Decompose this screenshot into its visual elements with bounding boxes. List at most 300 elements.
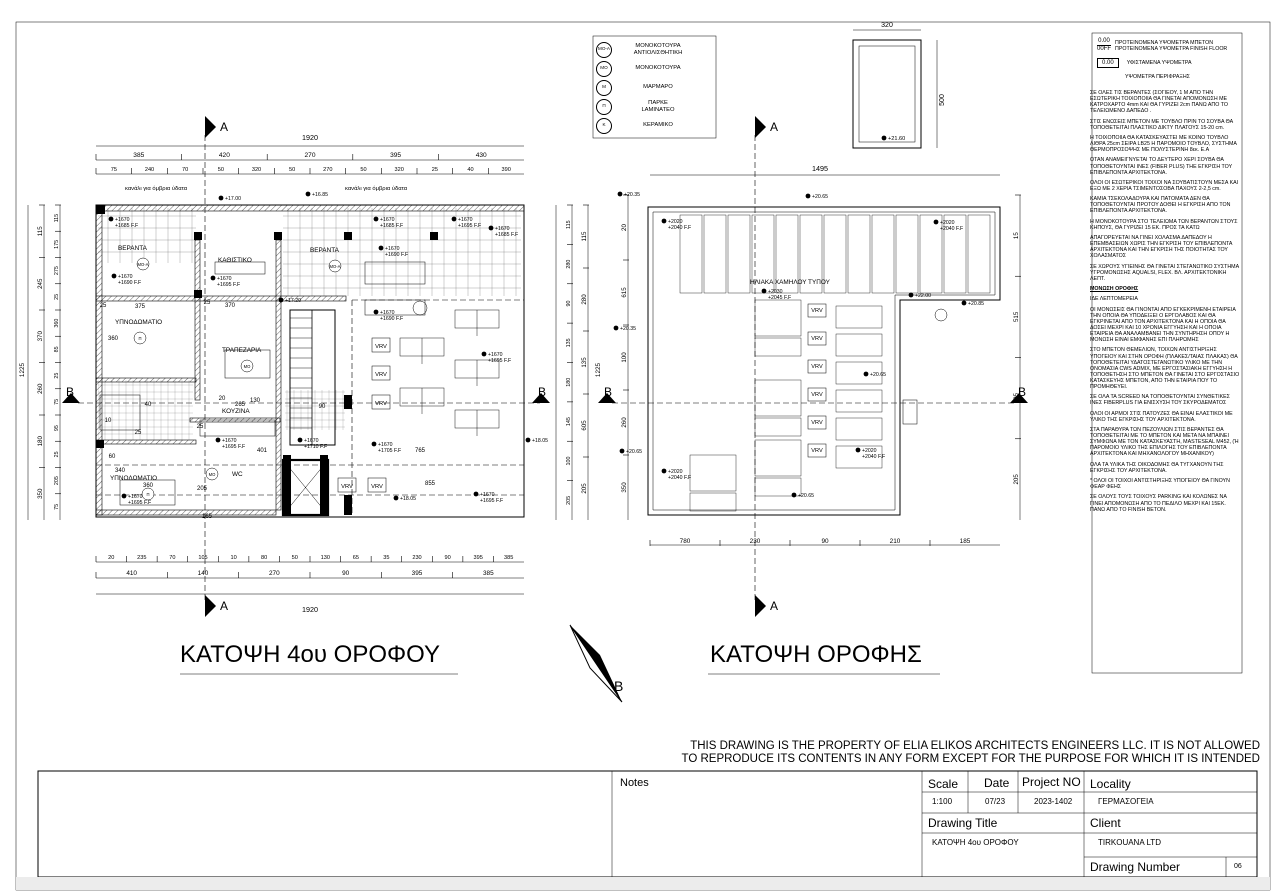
- overall-width-dim: 1920: [302, 133, 318, 142]
- dimension-label: 270: [323, 167, 333, 173]
- level-label: +1695 F.F: [128, 500, 152, 506]
- dimension-label: 115: [566, 220, 572, 229]
- dimension-label: 605: [581, 420, 588, 431]
- dimension-label: 25: [431, 167, 438, 173]
- room-dimension-label: 370: [224, 303, 236, 309]
- level-marker-icon: [379, 246, 384, 251]
- level-marker-icon: [909, 293, 914, 298]
- level-label: +1670: [458, 217, 473, 223]
- room-dimension-label: 855: [424, 481, 436, 487]
- level-label: +2020: [668, 219, 683, 225]
- room-dimension-label: 265: [234, 402, 246, 408]
- level-label: +1670: [115, 217, 130, 223]
- stair-roof: [853, 40, 921, 148]
- overall-depth-dim: 1225: [19, 362, 26, 378]
- wall: [96, 510, 276, 515]
- room-label: ΥΠΝΟΔΩΜΑΤΙΟ: [115, 319, 163, 326]
- floor-code: ΜΟ: [243, 363, 251, 369]
- level-label: +16.85: [312, 192, 329, 198]
- column: [194, 290, 202, 298]
- level-label: +21.60: [888, 136, 906, 142]
- dimension-label: 175: [54, 239, 60, 249]
- wall: [96, 440, 196, 444]
- floor-code-icon: ΜΟ: [596, 61, 612, 77]
- room-dimension-label: 20: [218, 396, 226, 402]
- room-dimension-label: 40: [144, 402, 152, 408]
- dimension-label: 75: [54, 503, 60, 510]
- note-item: ΣΕ ΟΛΟΥΣ ΤΟΥΣ ΤΟΙΧΟΥΣ PARKING ΚΑΙ ΚΟΛΩΝΕΣ ΝΑ ΓΙΝΕΙ ΑΠΟΜΟΝΩΣΗ ΑΠΟ ΤΟ ΠΕΔΙΛΟ ΜΕΧΡΙ ΚΑΙ 15ΕΚ. ΠΑΝΩ ΑΠΟ ΤΟ FINISH BETON.: [1090, 494, 1227, 513]
- column: [430, 232, 438, 240]
- dimension-label: 430: [475, 152, 487, 159]
- level-label: +1710 F.F: [304, 444, 328, 450]
- room-dimension-label: 165: [201, 514, 213, 520]
- floor-code-icon: Μ: [596, 80, 612, 96]
- dimension-label: 205: [54, 476, 60, 486]
- room-label: ΒΕΡΑΝΤΑ: [118, 245, 147, 252]
- column: [344, 495, 352, 515]
- dimension-label: 95: [54, 425, 60, 432]
- room-label: ΤΡΑΠΕΖΑΡΙΑ: [222, 347, 262, 354]
- solar-panel: [920, 215, 942, 293]
- level-label: +20.65: [626, 449, 643, 455]
- dimension-label: 100: [621, 352, 628, 363]
- dimension-label: 20: [108, 555, 115, 561]
- floor-code-icon: Π: [596, 99, 612, 115]
- level-existing-text: ΥΦΙΣΤΑΜΕΝΑ ΥΨΟΜΕΤΡΑ: [1126, 60, 1192, 66]
- note-item: Η ΤΟΙΧΟΠΟΙΙΑ ΘΑ ΚΑΤΑΣΚΕΥΑΣΤΕΙ ΜΕ ΚΟΙΝΟ ΤΟΥΒΛΟ ΛΙΘΡΑ 25cm ΣΕΙΡΑ LB25 Η ΠΑΡΟΜΟΙΟ ΤΟΥΒΛΟ, ΣΥΣΤΗΜΑ ΘΕΡΜΟΠΡΟΣΟΨΗΣ ΜΕ ΠΟΛΥΣΤΕΡΙΝΗ 8εκ. Ε.Α: [1090, 134, 1237, 154]
- level-marker-icon: [856, 448, 861, 453]
- dimension-label: 145: [566, 417, 572, 427]
- equipment-label: VRV: [371, 484, 383, 490]
- dimension-label: 780: [679, 538, 691, 545]
- wall: [96, 378, 196, 382]
- equipment-label: VRV: [375, 372, 387, 378]
- wall: [96, 296, 346, 301]
- solar-panel: [704, 215, 726, 293]
- room-dimension-label: 130: [249, 398, 261, 404]
- room-dimension-label: 10: [104, 418, 112, 424]
- level-sample-finish: 00FF: [1097, 46, 1112, 52]
- dimension-label: 515: [1013, 311, 1020, 323]
- level-sample-existing: 0.00: [1097, 58, 1119, 68]
- level-label: +1670: [480, 492, 495, 498]
- solar-panel: [728, 215, 750, 293]
- solar-panel: [755, 418, 801, 436]
- dimension-label: 180: [37, 436, 44, 447]
- level-label: +1695 F.F: [488, 358, 512, 364]
- dimension-label: 50: [291, 555, 298, 561]
- dimension-label: 420: [218, 152, 230, 159]
- dimension-label: 25: [54, 293, 60, 300]
- column: [96, 205, 105, 214]
- dimension-label: 65: [352, 555, 359, 561]
- dimension-label: 70: [182, 167, 189, 173]
- column: [96, 440, 104, 448]
- dimension-label: 210: [889, 538, 901, 545]
- legend-item: [596, 97, 714, 116]
- dimension-label: 70: [169, 555, 176, 561]
- dimension-label: 230: [412, 555, 422, 561]
- level-label: +1685 F.F: [380, 223, 404, 229]
- drawing-number-label: Drawing Number: [1090, 860, 1181, 874]
- dimension-label: 25: [54, 372, 60, 379]
- note-item: ΚΑΜΙΑ ΤΣΕΚΟΛΑΔΟΥΡΑ ΚΑΙ ΠΑΤΟΜΑΤΑ ΔΕΝ ΘΑ ΤΟΠΟΘΕΤΟΥΝΤΑΙ ΠΡΟΤΟΥ ΔΟΘΕΙ Η ΕΓΚΡΙΣΗ ΑΠΟ ΤΟΝ ΕΠΙΒΛΕΠΟΝΤΑ ΑΡΧΙΤΕΚΤΟΝΑ.: [1090, 196, 1231, 215]
- dimension-label: 130: [320, 555, 330, 561]
- level-marker-icon: [394, 496, 399, 501]
- floor4-title: ΚΑΤΟΨΗ 4ου ΟΡΟΦΟΥ: [180, 641, 441, 668]
- dimension-label: 50: [360, 167, 367, 173]
- dimension-label: 105: [198, 555, 208, 561]
- dimension-label: 50: [217, 167, 224, 173]
- level-label: +1670: [217, 276, 232, 282]
- level-marker-icon: [219, 196, 224, 201]
- dimension-label: 410: [126, 570, 138, 577]
- level-label: +1685 F.F: [495, 232, 519, 238]
- scale-value: 1:100: [932, 797, 953, 806]
- legend-label: ΠΑΡΚΕ LAMINATEΟ: [641, 100, 675, 113]
- note-item: ΟΛΟΙ ΟΙ ΕΣΩΤΕΡΙΚΟΙ ΤΟΙΧΟΙ ΝΑ ΣΟΥΒΑΤΙΣΤΟΥΝ ΜΕΣΑ ΚΑΙ ΕΞΩ ΜΕ 2 ΧΕΡΙΑ ΤΣΙΜΕΝΤΟΣΟΒΑ ΠΑΧΟΥΣ 2-2,5 cm.: [1090, 179, 1239, 192]
- dimension-label: 185: [959, 538, 971, 545]
- dimension-label: 320: [251, 167, 262, 173]
- level-marker-icon: [662, 469, 667, 474]
- client-label: Client: [1090, 816, 1121, 830]
- kitchen-counter: [200, 420, 275, 436]
- dimension-label: 350: [37, 488, 44, 499]
- section-label-a: A: [220, 599, 229, 613]
- dimension-label: 360: [54, 318, 60, 328]
- drawing-title-value: ΚΑΤΟΨΗ 4ου ΟΡΟΦΟΥ: [932, 838, 1019, 847]
- sheet-footer: [16, 877, 1270, 890]
- equipment-label: VRV: [811, 420, 823, 426]
- solar-panel: [836, 306, 882, 328]
- roof-width-dim: 1495: [812, 164, 828, 173]
- level-label: +2040 F.F: [862, 454, 886, 460]
- level-label: +2040 F.F: [940, 226, 964, 232]
- scale-label: Scale: [928, 777, 959, 791]
- dimension-label: 50: [289, 167, 296, 173]
- section-label-a: A: [770, 120, 779, 134]
- general-notes: [1090, 90, 1240, 517]
- section-marker-a: [755, 595, 766, 617]
- level-marker-icon: [864, 372, 869, 377]
- dimension-label: 270: [268, 570, 280, 577]
- solar-panel: [755, 440, 801, 476]
- wall: [96, 205, 102, 515]
- level-marker-icon: [618, 192, 623, 197]
- note-item: ΣΕ ΟΛΑ ΤΑ SCREED ΝΑ ΤΟΠΟΘΕΤΟΥΝΤΑΙ ΣΥΝΘΕΤΙΚΕΣ ΙΝΕΣ FIBERPLUS ΓΙΑ ΕΝΙΣΧΥΣΗ ΤΟΥ ΣΚΥΡΟΔΕΜΑΤΟΣ: [1090, 394, 1230, 407]
- dimension-label: 205: [1013, 474, 1020, 485]
- dimension-label: 270: [304, 152, 316, 159]
- level-marker-icon: [482, 352, 487, 357]
- dimension-label: 245: [37, 278, 44, 289]
- dimension-label: 25: [54, 451, 60, 458]
- north-label: B: [614, 678, 624, 694]
- date-label: Date: [984, 776, 1010, 790]
- dimension-label: 275: [54, 266, 60, 276]
- level-marker-icon: [216, 438, 221, 443]
- level-label: +1670: [118, 274, 133, 280]
- dimension-label: 370: [37, 331, 44, 342]
- level-label: +20.85: [968, 301, 985, 307]
- column: [194, 232, 202, 240]
- dimension-label: 240: [144, 167, 155, 173]
- floor-code-icon: Κ: [596, 118, 612, 134]
- room-label: ΚΑΘΙΣΤΙΚΟ: [218, 257, 252, 264]
- solar-panel: [836, 418, 882, 440]
- column: [344, 395, 352, 409]
- room-dimension-label: 360: [107, 336, 119, 342]
- level-label: +1670: [222, 438, 237, 444]
- dimension-label: 280: [566, 259, 572, 269]
- dimension-label: 85: [54, 346, 60, 353]
- overall-depth-dim: 1225: [595, 362, 602, 378]
- note-item: ΙΔΕ ΛΕΠΤΟΜΕΡΕΙΑ: [1090, 296, 1138, 303]
- notes-label: Notes: [620, 777, 649, 789]
- stair-roof-width-dim: 320: [881, 22, 893, 29]
- level-label: +1670: [128, 494, 143, 500]
- dimension-label: 390: [501, 167, 511, 173]
- solar-panel: [968, 215, 990, 293]
- level-label: +1670: [495, 226, 510, 232]
- level-marker-icon: [614, 326, 619, 331]
- section-label-a: A: [770, 599, 779, 613]
- dimension-label: 90: [566, 300, 572, 307]
- dimension-label: 115: [581, 231, 588, 242]
- dimension-label: 100: [566, 456, 572, 466]
- level-marker-icon: [109, 217, 114, 222]
- room-dimension-label: 765: [414, 448, 426, 454]
- dimension-label: 395: [473, 555, 483, 561]
- solar-panel: [755, 300, 801, 336]
- level-legend: [1097, 38, 1240, 80]
- level-marker-icon: [279, 298, 284, 303]
- column: [344, 232, 352, 240]
- solar-panel: [755, 338, 801, 356]
- roof-hatch: [903, 400, 917, 424]
- room-label: ΥΠΝΟΔΩΜΑΤΙΟ: [110, 475, 158, 482]
- legend-label: ΜΟΝΟΚΟΤΟΥΡΑ: [635, 65, 681, 72]
- solar-panel: [836, 390, 882, 412]
- solar-panel: [836, 334, 882, 356]
- client-value: TIRKOUANA LTD: [1098, 838, 1161, 847]
- level-marker-icon: [474, 492, 479, 497]
- dimension-label: 135: [581, 357, 588, 368]
- dimension-label: 260: [37, 383, 44, 394]
- dimension-label: 90: [342, 570, 350, 577]
- level-marker-icon: [806, 194, 811, 199]
- dimension-label: 115: [54, 213, 60, 223]
- note-item: ΟΤΑΝ ΑΝΑΜΕΙΓΝΥΕΤΑΙ ΤΟ ΔΕΥΤΕΡΟ ΧΕΡΙ ΣΟΥΒΑ ΘΑ ΤΟΠΟΘΕΤΟΥΝΤΑΙ ΙΝΕΣ (FIBER PLUS) ΤΗΕ ΕΓΚΡΙΣΗ ΤΟΥ ΕΠΙΒΛΕΠΟΝΤΑ ΑΡΧΙΤΕΚΤΟΝΑ.: [1090, 157, 1233, 176]
- solar-panel: [896, 215, 918, 293]
- floor-code: ΜΟ-Α: [329, 263, 341, 269]
- dimension-label: 75: [110, 167, 117, 173]
- solar-panel: [848, 215, 870, 293]
- room-dimension-label: 375: [134, 304, 146, 310]
- drawing-number-value: 06: [1234, 863, 1242, 870]
- note-item: ΣΕ ΧΩΡΟΥΣ ΥΓΙΕΙΝΗΣ ΘΑ ΓΙΝΕΤΑΙ ΣΤΕΓΑΝΩΤΙΚΟ ΣΥΣΤΗΜΑ ΥΓΡΟΜΟΝΩΣΗΣ AQUALSI, FLEX. ΒΛ. ΑΡΧΙΤΕΚΤΟΝΙΚΗ ΛΕΠΤ.: [1090, 263, 1239, 282]
- level-marker-icon: [792, 493, 797, 498]
- level-label: +22.00: [915, 293, 932, 299]
- section-label-b: B: [1018, 385, 1027, 399]
- dimension-label: 90: [821, 538, 829, 545]
- note-item: ΣΤΑ ΠΑΡΑΘΥΡΑ ΤΩΝ ΠΕΖΟΥΛΙΩΝ ΣΤΙΣ ΒΕΡΑΝΤΕΣ ΘΑ ΤΟΠΟΘΕΤΕΙΤΑΙ ΜΕ ΤΟ ΜΠΕΤΟΝ ΚΑΙ ΜΕΤΑ ΝΑ ΜΠΑΙΝΕΙ ΣΥΜΦΩΝΑ ΜΕ ΤΟΝ ΚΑΤΑΣΚΕΥΑΣΤΗ, MASTESEAL M452, (Ή ΠΑΡΟΜΟΙΟ ΥΛΙΚΟ ΤΗΣ ΕΠΙΛΟΓΗΣ ΤΟΥ ΕΠΙΒΛΕΠΟΝΤΑ ΑΡΧΙΤΕΚΤΟΝΑ ΚΑΙ ΜΗΧΑΝΟΛΟΓΟΥ ΜΗΧΑΝΙΚΟΥ): [1090, 427, 1239, 458]
- dimension-label: 615: [621, 287, 628, 298]
- note-item: ΜΟΝΩΣΗ ΟΡΟΦΗΣ: [1090, 286, 1139, 293]
- room-label: ΒΕΡΑΝΤΑ: [310, 247, 339, 254]
- dimension-label: 605: [1013, 392, 1020, 404]
- level-label: +1695 F.F: [222, 444, 246, 450]
- room-dimension-label: 25: [99, 303, 107, 309]
- equipment-label: VRV: [811, 448, 823, 454]
- legend-label: ΚΕΡΑΜΙΚΟ: [643, 122, 673, 129]
- equipment-label: VRV: [811, 336, 823, 342]
- gutter-note: κανάλι για όμβρια ύδατα: [345, 186, 408, 192]
- dimension-label: 320: [394, 167, 404, 173]
- level-marker-icon: [374, 310, 379, 315]
- level-marker-icon: [122, 494, 127, 499]
- level-label: +2040 F.F: [668, 225, 692, 231]
- level-marker-icon: [489, 226, 494, 231]
- level-label: +1695 F.F: [217, 282, 241, 288]
- copyright-disclaimer: THIS DRAWING IS THE PROPERTY OF ELIA ELIKOS ARCHITECTS ENGINEERS LLC. IT IS NOT ALLOWED TO REPRODUCE ITS CONTENTS IN ANY FORM EXCEPT FOR THE PURPOSE FOR WHICH IT IS INTENDED: [681, 740, 1260, 765]
- bathroom-tiles: [98, 380, 193, 440]
- section-label-a: A: [220, 120, 229, 134]
- level-label: +1670: [380, 310, 395, 316]
- level-marker-icon: [112, 274, 117, 279]
- equipment-label: VRV: [811, 392, 823, 398]
- level-label: +1670: [380, 217, 395, 223]
- section-label-b: B: [66, 385, 75, 399]
- dimension-label: 350: [621, 482, 628, 493]
- dimension-label: 235: [137, 555, 147, 561]
- level-perimeter-text: ΥΨΟΜΕΤΡΑ ΠΕΡΙΦΡΑΞΗΣ: [1125, 74, 1190, 80]
- note-item: Η ΜΟΝΟΚΟΤΟΥΡΑ ΣΤΟ ΤΕΛΕΙΩΜΑ ΤΩΝ ΒΕΡΑΝΤΩΝ ΣΤΟΥΣ ΚΗΠΟΥΣ, ΘΑ ΓΥΡΙΖΕΙ 15 ΕΚ. ΠΡΟΣ ΤΑ ΚΑΤΩ: [1090, 218, 1238, 231]
- dimension-label: 135: [566, 338, 572, 348]
- floor-code-icon: ΜΟ-Α: [596, 42, 612, 58]
- level-label: +1670: [304, 438, 319, 444]
- dimension-label: 395: [411, 570, 423, 577]
- wall: [276, 240, 281, 510]
- dimension-label: 280: [581, 294, 588, 305]
- wall: [283, 455, 291, 515]
- roof-title: ΚΑΤΟΨΗ ΟΡΟΦΗΣ: [710, 641, 922, 668]
- section-marker-a: [755, 116, 766, 138]
- room-label: WC: [232, 471, 243, 478]
- equipment-label: VRV: [811, 364, 823, 370]
- level-label: +2020: [940, 220, 955, 226]
- dimension-label: 115: [37, 226, 44, 237]
- level-marker-icon: [306, 192, 311, 197]
- wall: [320, 455, 328, 515]
- level-label: +20.65: [812, 194, 829, 200]
- level-label: +17.00: [225, 196, 242, 202]
- project-value: 2023-1402: [1034, 797, 1073, 806]
- level-label: +17.20: [285, 298, 302, 304]
- room-dimension-label: 25: [134, 430, 142, 436]
- note-item: ΑΠΑΓΟΡΕΥΕΤΑΙ ΝΑ ΓΙΝΕΙ ΧΟΛΑΣΜΑ ΔΑΠΕΔΟΥ Η ΕΠΕΜΒΑΣΕΙΩΝ ΧΩΡΙΣ ΤΗΝ ΕΓΚΡΙΣΗ ΤΟΥ ΕΠΙΒΛΕΠΟΝΤΑ ΑΡΧΙΤΕΚΤΟΝΑ ΚΑΙ ΤΗΝ ΕΓΚΡΙΣΗ ΤΗΣ ΠΟΙΟΤΗΤΑΣ ΤΟΥ ΧΟΛΑΣΜΑΤΟΣ: [1090, 235, 1233, 260]
- level-label: +2045 F.F: [768, 295, 792, 301]
- note-item: ΣΤΟ ΜΠΕΤΟΝ ΘΕΜΕΛΙΩΝ, ΤΟΙΧΩΝ ΑΝΤΙΣΤΗΡΙΞΗΣ ΥΠΟΓΕΙΟΥ ΚΑΙ ΣΤΗΝ ΟΡΟΦΗ (ΠΛΑΚΕΣ/ΤΑΙΑΣ ΠΛΑΚΑΣ) ΘΑ ΤΟΠΟΘΕΤΕΙΤΑΙ ΥΔΑΤΟΣΤΕΓΑΝΩΤΙΚΟ ΥΛΙΚΟ ΜΕ ΤΗΝ ΟΝΟΜΑΣΙΑ CWS ADMIX, ΜΕ ΕΡΓΟΣΤΑΣΙΑΚΗ ΕΓΓΥΗΣΗ Η ΤΟΠΟΘΕΤΗΣΗ ΣΤΟ ΜΠΕΤΟΝ ΘΑ ΓΙΝΕΤΑΙ ΣΤΟ ΕΡΓΟΣΤΑΣΙΟ ΚΑΤΑΣΚΕΥΗΣ ΜΠΕΤΟΝ, ΑΠΟ ΤΗΝ ΕΤΑΙΡΙΑ ΠΟΥ ΤΟ ΠΡΟΜΗΘΕΥΕΙ.: [1090, 347, 1240, 390]
- legend-item: [596, 59, 714, 78]
- dimension-label: 90: [444, 555, 451, 561]
- floor-code: ΜΟ: [208, 471, 216, 477]
- locality-label: Locality: [1090, 777, 1131, 791]
- room-dimension-label: 340: [114, 468, 126, 474]
- level-label: +1670: [378, 442, 393, 448]
- level-label: +1685 F.F: [115, 223, 139, 229]
- level-sample-concrete: 0.00: [1098, 38, 1110, 44]
- solar-panels-label: ΗΛΙΑΚΑ ΧΑΜΗΛΟΥ ΤΥΠΟΥ: [750, 279, 830, 286]
- level-label: +1690 F.F: [385, 252, 409, 258]
- bathroom-tiles: [285, 390, 345, 430]
- level-marker-icon: [211, 276, 216, 281]
- note-item: * ΟΛΟΙ ΟΙ ΤΟΙΧΟΙ ΑΝΤΙΣΤΗΡΙΞΗΣ ΥΠΟΓΕΙΟΥ ΘΑ ΓΙΝΟΥΝ ΦΕΑΡ ΦΕΗΣ: [1090, 478, 1230, 491]
- section-marker-a: [205, 595, 216, 617]
- roof-drain: [935, 309, 947, 321]
- legend-item: [596, 78, 714, 97]
- stair-roof-parapet: [859, 46, 915, 142]
- solar-panel: [690, 455, 736, 491]
- floor-code: Π: [146, 491, 150, 497]
- level-label: +20.65: [798, 493, 815, 499]
- level-label: +1670: [488, 352, 503, 358]
- legend-label: ΜΑΡΜΑΡΟ: [643, 84, 673, 91]
- project-label: Project NΟ: [1022, 775, 1081, 789]
- level-label: +20.35: [624, 192, 641, 198]
- level-marker-icon: [934, 220, 939, 225]
- legend-item: [596, 116, 714, 135]
- level-label: +2020: [862, 448, 877, 454]
- dimension-label: 260: [621, 417, 628, 428]
- level-label: +2030: [768, 289, 783, 295]
- room-dimension-label: 90: [318, 404, 326, 410]
- room-dimension-label: 360: [142, 483, 154, 489]
- level-label: +1695 F.F: [480, 498, 504, 504]
- level-finish-text: ΠΡΟΤΕΙΝΟΜΕΝΑ ΥΨΟΜΕΤΡΑ ΜΠΕΤΟΝ ΠΡΟΤΕΙΝΟΜΕΝΑ ΥΨΟΜΕΤΡΑ FINISH FLOOR: [1115, 39, 1228, 52]
- legend: [596, 40, 714, 135]
- solar-panel: [872, 215, 894, 293]
- note-item: ΟΙ ΜΟΝΩΣΕΙΣ ΘΑ ΓΙΝΟΝΤΑΙ ΑΠΟ ΕΓΚΕΚΡΙΜΕΝΗ ΕΤΑΙΡΕΙΑ ΤΗΝ ΟΠΟΙΑ ΘΑ ΥΠΟΔΕΙΞΕΙ Ο ΕΡΓΟΛΑΒΟΣ ΚΑΙ ΘΑ ΕΓΚΡΙΝΕΤΑΙ ΑΠΟ ΤΟΝ ΑΡΧΙΤΕΚΤΟΝΑ ΚΑΙ Η ΟΠΟΙΑ ΘΑ ΔΟΣΕΙ ΜΕΧΡΙ ΚΑΙ 10 ΧΡΟΝΙΑ ΕΓΓΥΗΣΗ ΚΑΙ Η ΟΠΟΙΑ ΕΤΑΙΡΕΙΑ ΘΑ ΑΝΑΛΑΜΒΑΝΕΙ ΤΗΝ ΣΥΝΤΗΡΗΣΗ ΟΠΟΥ Η ΜΟΝΩΣΗ ΕΙΝΑΙ ΕΜΦΑΝΗΣ ΕΠΙ ΠΛΗΡΩΜΗΣ: [1090, 306, 1236, 344]
- level-marker-icon: [372, 442, 377, 447]
- level-marker-icon: [620, 449, 625, 454]
- dimension-label: 385: [133, 152, 145, 159]
- room-label: ΚΟΥΖΙΝΑ: [222, 408, 250, 415]
- column: [274, 232, 282, 240]
- legend-item: [596, 40, 714, 59]
- solar-panel: [690, 493, 736, 511]
- level-label: +2040 F.F: [668, 475, 692, 481]
- level-label: +1690 F.F: [380, 316, 404, 322]
- dimension-label: 385: [482, 570, 494, 577]
- dimension-label: 205: [566, 495, 572, 505]
- gutter-note: κανάλι για όμβρια ύδατα: [125, 186, 188, 192]
- dimension-label: 395: [390, 152, 402, 159]
- section-marker-a: [205, 116, 216, 138]
- level-label: +18.05: [400, 496, 417, 502]
- level-marker-icon: [662, 219, 667, 224]
- level-label: +20.35: [620, 326, 637, 332]
- wall: [96, 205, 524, 211]
- equipment-label: VRV: [375, 401, 387, 407]
- dimension-label: 15: [1013, 232, 1020, 240]
- veranda-tiles: [98, 208, 196, 263]
- note-item: ΟΛΟΙ ΟΙ ΑΡΜΟΙ ΣΤΙΣ ΠΑΤΟΥΖΕΣ ΘΑ ΕΙΝΑΙ ΕΛΑΣΤΙΚΟΙ ΜΕ ΥΛΙΚΟ ΤΗΣ ΕΓΚΡΙΣΗΣ ΤΟΥ ΑΡΧΙΤΕΚΤΟΝΑ.: [1090, 410, 1233, 423]
- level-marker-icon: [962, 301, 967, 306]
- note-item: ΣΕ ΟΛΕΣ ΤΙΣ ΒΕΡΑΝΤΕΣ (ΣΟΓΙΕΟΥ, 1 Μ ΑΠΟ ΤΗΝ ΕΣΩΤΕΡΙΚΗ ΤΟΙΧΟΠΟΙΙΑ ΘΑ ΓΙΝΕΤΑΙ ΑΠΟΜΟΝΩΣΗ ΜΕ ΚΑΤΡΟΧΑΡΤΟ 4mm ΚΑΙ ΘΑ ΓΥΡΙΖΕΙ 2cm ΠΑΝΩ ΑΠΟ ΤΟ ΤΕΛΕΙΩΜΕΝΟ ΔΑΠΕΔΟ .: [1090, 90, 1228, 115]
- drawing-title-label: Drawing Title: [928, 816, 998, 830]
- dimension-label: 80: [261, 555, 268, 561]
- level-marker-icon: [762, 289, 767, 294]
